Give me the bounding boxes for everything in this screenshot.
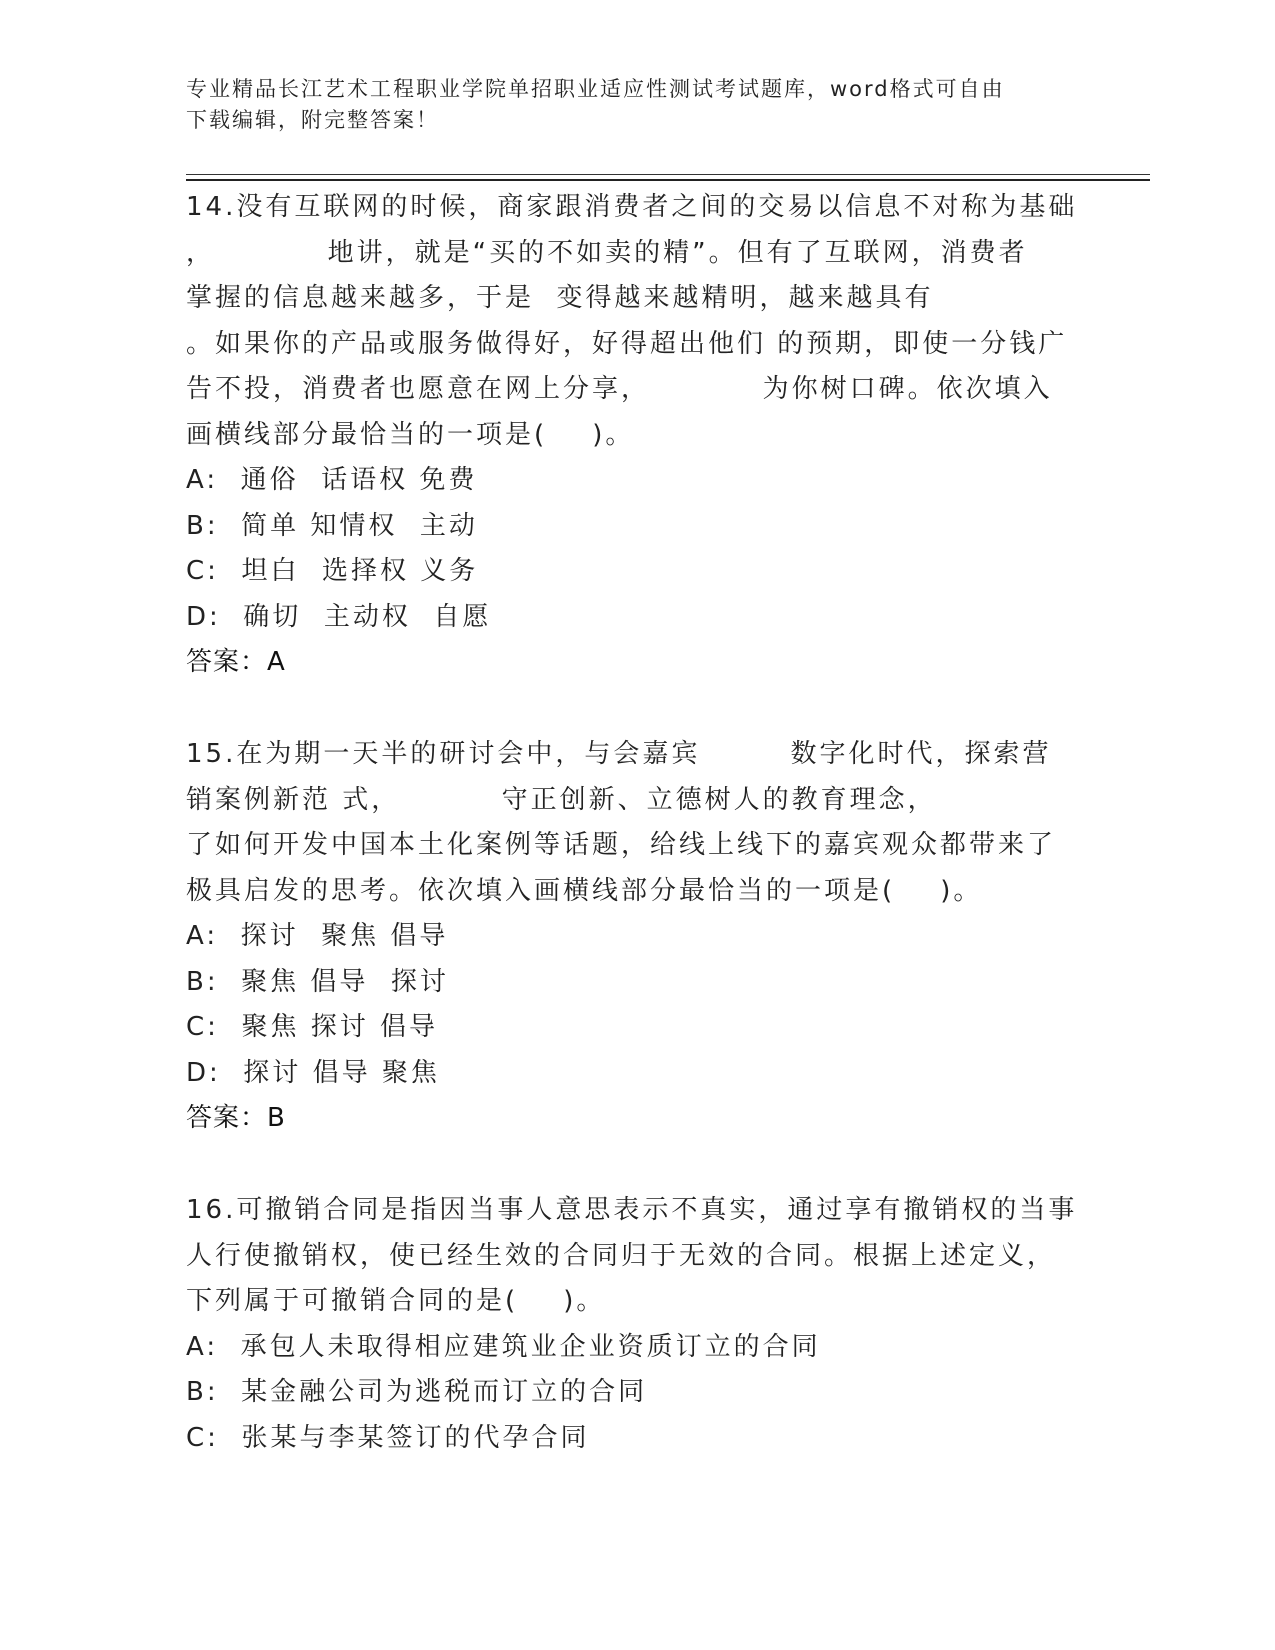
option-a: A: 通俗 话语权 免费 <box>186 465 478 495</box>
answer-line: 答案：B <box>186 1103 286 1133</box>
question-stem-line: 人行使撤销权，使已经生效的合同归于无效的合同。根据上述定义， <box>186 1240 1057 1271</box>
document-header <box>186 74 1066 136</box>
question-stem-line: 下列属于可撤销合同的是( )。 <box>186 1286 606 1316</box>
question-stem-line: 极具启发的思考。依次填入画横线部分最恰当的一项是( )。 <box>186 875 983 906</box>
option-c: C: 张某与李某签订的代孕合同 <box>186 1422 590 1453</box>
header-rule-thin <box>186 174 1150 175</box>
question-stem-line: 掌握的信息越来越多，于是 变得越来越精明，越来越具有 <box>186 283 934 313</box>
option-d: D: 确切 主动权 自愿 <box>186 601 492 632</box>
question-16 <box>186 1188 1086 1461</box>
question-stem-line: 。如果你的产品或服务做得好，好得超出他们 的预期，即使一分钱广 <box>186 328 1068 359</box>
option-c: C: 聚焦 探讨 倡导 <box>186 1012 438 1042</box>
option-d: D: 探讨 倡导 聚焦 <box>186 1057 440 1088</box>
option-a: A: 承包人未取得相应建筑业企业资质订立的合同 <box>186 1331 821 1362</box>
question-stem-line: 15.在为期一天半的研讨会中，与会嘉宾 数字化时代，探索营 <box>186 739 1052 769</box>
question-stem-line: 了如何开发中国本土化案例等话题，给线上线下的嘉宾观众都带来了 <box>186 830 1057 860</box>
header-line-2: 下载编辑，附完整答案！ <box>186 108 439 132</box>
option-c: C: 坦白 选择权 义务 <box>186 556 479 586</box>
question-stem-line: 告不投，消费者也愿意在网上分享， 为你树口碑。依次填入 <box>186 374 1053 404</box>
option-b: B: 简单 知情权 主动 <box>186 510 478 541</box>
header-line-1: 专业精品长江艺术工程职业学院单招职业适应性测试考试题库，word格式可自由 <box>186 77 1005 101</box>
option-b: B: 某金融公司为逃税而订立的合同 <box>186 1377 648 1407</box>
question-stem-line: ， 地讲，就是“买的不如卖的精”。但有了互联网，消费者 <box>186 237 1028 268</box>
question-stem-line: 14.没有互联网的时候，商家跟消费者之间的交易以信息不对称为基础 <box>186 192 1078 222</box>
question-stem-line: 画横线部分最恰当的一项是( )。 <box>186 419 635 450</box>
answer-line: 答案：A <box>186 647 286 677</box>
header-rule-thick <box>186 179 1150 181</box>
option-a: A: 探讨 聚焦 倡导 <box>186 921 449 951</box>
question-stem-line: 16.可撤销合同是指因当事人意思表示不真实，通过享有撤销权的当事 <box>186 1195 1078 1225</box>
option-b: B: 聚焦 倡导 探讨 <box>186 966 449 997</box>
question-14 <box>186 185 1086 686</box>
question-stem-line: 销案例新范 式， 守正创新、立德树人的教育理念， <box>186 784 937 815</box>
question-15 <box>186 732 1086 1142</box>
